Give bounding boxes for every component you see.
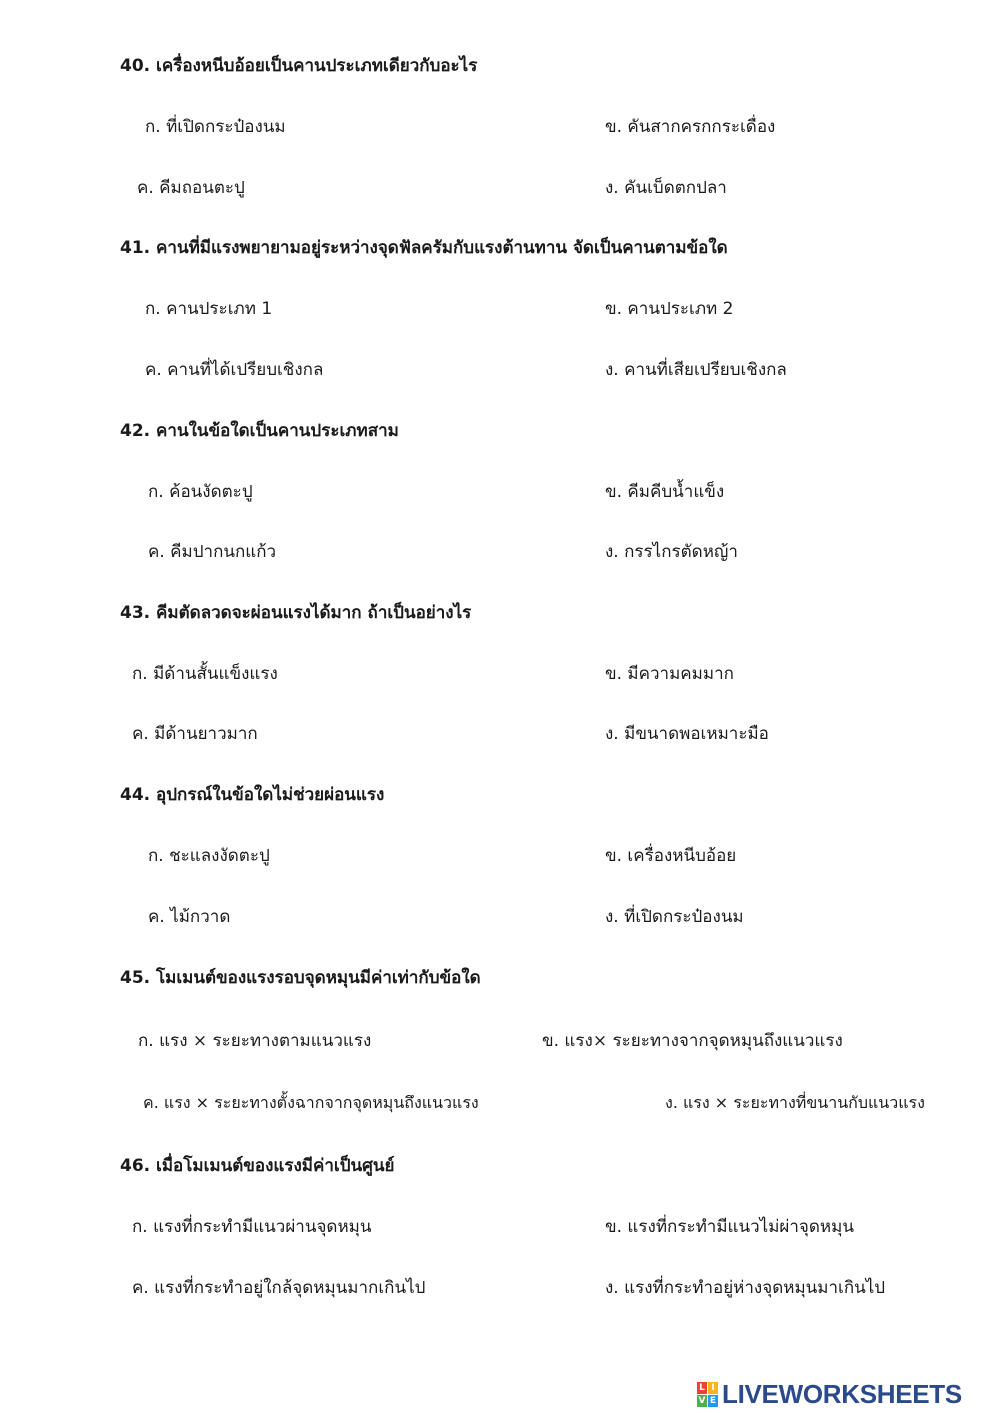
q40-option-b[interactable]: ข. คันสากครกกระเดื่อง	[605, 117, 776, 137]
q42-option-c[interactable]: ค. คีมปากนกแก้ว	[148, 542, 277, 562]
q41-option-b[interactable]: ข. คานประเภท 2	[605, 299, 734, 319]
question-44: 44. อุปกรณ์ในข้อใดไม่ช่วยผ่อนแรง	[120, 785, 385, 805]
q45-option-b[interactable]: ข. แรง× ระยะทางจากจุดหมุนถึงแนวแรง	[542, 1031, 843, 1051]
q42-option-b[interactable]: ข. คีมคีบน้ำแข็ง	[605, 482, 725, 502]
q43-option-b[interactable]: ข. มีความคมมาก	[605, 664, 734, 684]
logo-mark-e: E	[709, 1395, 717, 1406]
question-43: 43. คีมตัดลวดจะผ่อนแรงได้มาก ถ้าเป็นอย่างไร	[120, 603, 472, 623]
liveworksheets-logo-text: LIVEWORKSHEETS	[722, 1378, 962, 1409]
q46-option-a[interactable]: ก. แรงที่กระทำมีแนวผ่านจุดหมุน	[132, 1217, 372, 1237]
q45-option-d[interactable]: ง. แรง × ระยะทางที่ขนานกับแนวแรง	[665, 1093, 925, 1112]
q41-option-c[interactable]: ค. คานที่ได้เปรียบเชิงกล	[145, 360, 324, 380]
q43-option-a[interactable]: ก. มีด้านสั้นแข็งแรง	[132, 664, 278, 684]
q42-option-a[interactable]: ก. ค้อนงัดตะปู	[148, 482, 253, 502]
logo-mark-i: I	[708, 1382, 718, 1394]
q46-option-d[interactable]: ง. แรงที่กระทำอยู่ห่างจุดหมุนมาเกินไป	[605, 1278, 886, 1298]
q44-option-b[interactable]: ข. เครื่องหนีบอ้อย	[605, 846, 737, 866]
q45-option-c[interactable]: ค. แรง × ระยะทางตั้งฉากจากจุดหมุนถึงแนวแรง	[143, 1093, 479, 1112]
q44-option-a[interactable]: ก. ชะแลงงัดตะปู	[148, 846, 270, 866]
liveworksheets-logo-icon	[697, 1382, 718, 1407]
q42-option-d[interactable]: ง. กรรไกรตัดหญ้า	[605, 542, 738, 562]
question-45: 45. โมเมนต์ของแรงรอบจุดหมุนมีค่าเท่ากับข้อใด	[120, 968, 481, 988]
q40-option-c[interactable]: ค. คีมถอนตะปู	[137, 178, 245, 198]
q43-option-d[interactable]: ง. มีขนาดพอเหมาะมือ	[605, 724, 769, 744]
question-46: 46. เมื่อโมเมนต์ของแรงมีค่าเป็นศูนย์	[120, 1156, 395, 1176]
logo-mark-v: V	[698, 1395, 706, 1406]
q41-option-d[interactable]: ง. คานที่เสียเปรียบเชิงกล	[605, 360, 787, 380]
q46-option-c[interactable]: ค. แรงที่กระทำอยู่ใกล้จุดหมุนมากเกินไป	[132, 1278, 426, 1298]
question-40: 40. เครื่องหนีบอ้อยเป็นคานประเภทเดียวกับอะไร	[120, 56, 478, 76]
question-42: 42. คานในข้อใดเป็นคานประเภทสาม	[120, 421, 399, 441]
q44-option-c[interactable]: ค. ไม้กวาด	[148, 907, 231, 927]
q40-option-a[interactable]: ก. ที่เปิดกระป๋องนม	[145, 117, 286, 137]
logo-mark-l: L	[697, 1382, 707, 1394]
q41-option-a[interactable]: ก. คานประเภท 1	[145, 299, 273, 319]
liveworksheets-logo	[697, 1380, 993, 1408]
q40-option-d[interactable]: ง. คันเบ็ดตกปลา	[605, 178, 727, 198]
question-41: 41. คานที่มีแรงพยายามอยู่ระหว่างจุดฟัลครัมกับแรงต้านทาน จัดเป็นคานตามข้อใด	[120, 238, 728, 258]
q46-option-b[interactable]: ข. แรงที่กระทำมีแนวไม่ผ่าจุดหมุน	[605, 1217, 854, 1237]
q44-option-d[interactable]: ง. ที่เปิดกระป๋องนม	[605, 907, 744, 927]
q43-option-c[interactable]: ค. มีด้านยาวมาก	[132, 724, 258, 744]
q45-option-a[interactable]: ก. แรง × ระยะทางตามแนวแรง	[138, 1031, 372, 1051]
